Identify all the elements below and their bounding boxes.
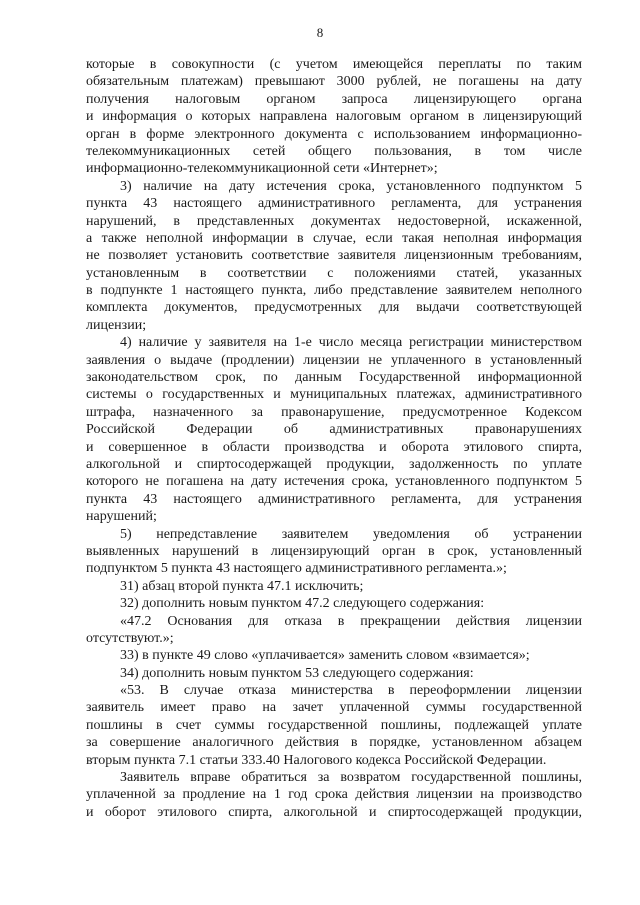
text-line: алкогольной и спиртосодержащей продукции, задолженность по уплате bbox=[86, 456, 582, 472]
text-line: «47.2 Основания для отказа в прекращении действия лицензии bbox=[120, 613, 582, 629]
text-line: и совершенное в области производства и оборота этилового спирта, bbox=[86, 439, 582, 455]
text-line: 33) в пункте 49 слово «уплачивается» заменить словом «взимается»; bbox=[120, 648, 530, 664]
text-line: вторым пункта 7.1 статьи 333.40 Налогового кодекса Российской Федерации. bbox=[86, 752, 547, 768]
text-line: установленным в соответствии с положениями статей, указанных bbox=[86, 265, 582, 281]
text-line: 4) наличие у заявителя на 1-е число месяца регистрации министерством bbox=[120, 335, 582, 351]
text-line: лицензии; bbox=[86, 317, 147, 333]
text-line: пошлины в счет суммы государственной пошлины, подлежащей уплате bbox=[86, 717, 582, 733]
text-line: обязательным платежам) превышают 3000 рублей, не погашены на дату bbox=[86, 74, 582, 90]
text-line: и оборот этилового спирта, алкогольной и спиртосодержащей продукции, bbox=[86, 804, 582, 820]
document-body bbox=[86, 56, 582, 821]
text-line: которого не погашена на дату истечения срока, установленного подпунктом 5 bbox=[86, 474, 582, 490]
text-line: комплекта документов, предусмотренных для выдачи соответствующей bbox=[86, 300, 582, 316]
text-line: системы о государственных и муниципальных платежах, административного bbox=[86, 387, 582, 403]
text-line: уплаченной за продление на 1 год срока действия лицензии на производство bbox=[86, 787, 582, 803]
text-line: и информация о которых направлена налоговым органом в лицензирующий bbox=[86, 109, 582, 125]
text-line: информационно-телекоммуникационной сети «Интернет»; bbox=[86, 161, 438, 177]
text-line: пункта 43 настоящего административного регламента, для устранения bbox=[86, 196, 582, 212]
text-line: за совершение аналогичного действия в порядке, установленном абзацем bbox=[86, 735, 582, 751]
text-line: 34) дополнить новым пунктом 53 следующего содержания: bbox=[120, 665, 474, 681]
text-line: не позволяет установить соответствие заявителя лицензионным требованиям, bbox=[86, 248, 582, 264]
text-line: Российской Федерации об административных правонарушениях bbox=[86, 422, 582, 438]
text-line: в подпункте 1 настоящего пункта, либо представление заявителем неполного bbox=[86, 283, 582, 299]
text-line: которые в совокупности (с учетом имеющейся переплаты по таким bbox=[86, 57, 582, 72]
text-line: 5) непредставление заявителем уведомления об устранении bbox=[120, 526, 582, 542]
text-line: пункта 43 настоящего административного регламента, для устранения bbox=[86, 491, 582, 507]
text-line: нарушений; bbox=[86, 509, 157, 525]
text-line: заявитель имеет право на зачет уплаченной суммы государственной bbox=[86, 700, 582, 716]
text-line: получения налоговым органом запроса лицензирующего органа bbox=[86, 91, 582, 107]
text-line: выявленных нарушений в лицензирующий орган в срок, установленный bbox=[86, 543, 582, 559]
text-line: законодательством срок, по данным Государственной информационной bbox=[86, 370, 582, 386]
text-line: «53. В случае отказа министерства в переоформлении лицензии bbox=[120, 683, 582, 699]
page-number: 8 bbox=[316, 25, 324, 40]
text-line: подпунктом 5 пункта 43 настоящего административного регламента.»; bbox=[86, 561, 507, 577]
text-line: заявления о выдаче (продлении) лицензии не уплаченного в установленный bbox=[86, 352, 582, 368]
text-line: 32) дополнить новым пунктом 47.2 следующего содержания: bbox=[120, 596, 485, 612]
text-line: штрафа, назначенного за правонарушение, предусмотренное Кодексом bbox=[86, 404, 582, 420]
text-line: а также неполной информации в случае, если такая неполная информация bbox=[86, 230, 582, 246]
text-line: орган в форме электронного документа с использованием информационно- bbox=[86, 126, 582, 142]
text-line: нарушений, в представленных документах недостоверной, искаженной, bbox=[86, 213, 582, 229]
text-line: телекоммуникационных сетей общего пользования, в том числе bbox=[86, 143, 582, 159]
text-line: 3) наличие на дату истечения срока, установленного подпунктом 5 bbox=[120, 178, 582, 194]
text-line: 31) абзац второй пункта 47.1 исключить; bbox=[120, 578, 364, 594]
text-line: отсутствуют.»; bbox=[86, 630, 174, 646]
text-line: Заявитель вправе обратиться за возвратом государственной пошлины, bbox=[120, 770, 582, 786]
